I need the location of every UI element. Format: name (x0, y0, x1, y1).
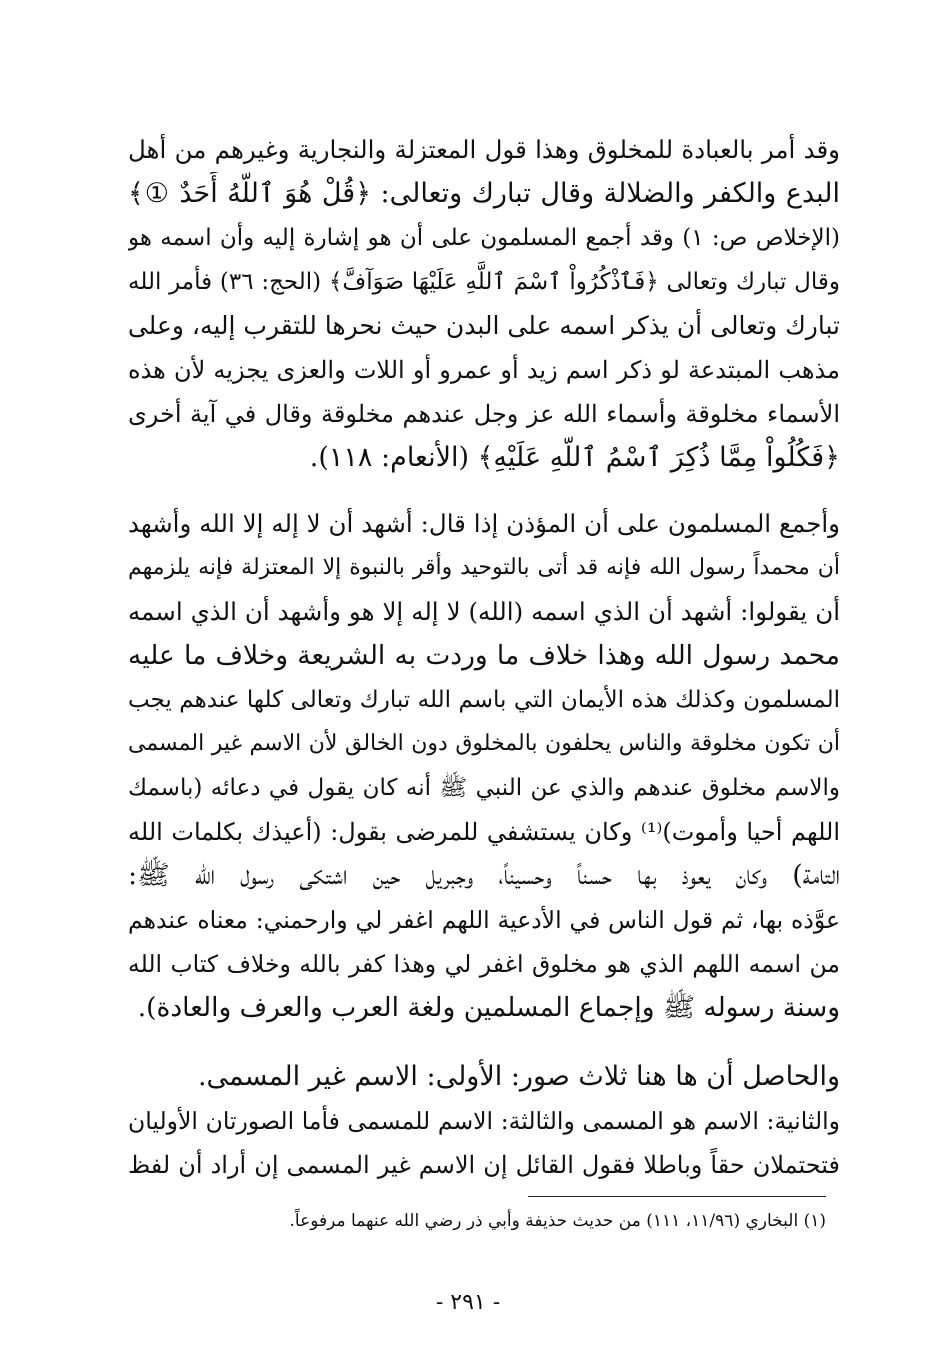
text-line: الأسماء مخلوقة وأسماء الله عز وجل عندهم مخلوقة وقال في آية أخرى (128, 400, 840, 428)
text-line: والاسم مخلوق عندهم والذي عن النبي ﷺ أنه كان يقول في دعائه (باسمك (128, 775, 840, 801)
text-line: التامة) وكان يعوذ بها حسناً وحسيناً، وجبريل حين اشتكى رسول الله ﷺ: (128, 860, 840, 891)
text-line: البدع والكفر والضلالة وقال تبارك وتعالى: ﴿قُلْ هُوَ ٱللَّهُ أَحَدٌ ①﴾ (128, 178, 840, 209)
text-line: اللهم أحيا وأموت)⁽¹⁾ وكان يستشفي للمرضى بقول: (أعيذك بكلمات الله (128, 818, 840, 846)
text-line: والحاصل أن ها هنا ثلاث صور: الأولى: الاسم غير المسمى. (197, 1061, 840, 1092)
paragraph-1 (128, 128, 840, 480)
text-line: المسلمون وكذلك هذه الأيمان التي باسم الله تبارك وتعالى كلها عندهم يجب (128, 687, 840, 713)
text-line: وسنة رسوله ﷺ وإجماع المسلمين ولغة العرب والعرف والعادة). (137, 992, 840, 1023)
text-line: وقال تبارك وتعالى ﴿فَٱذْكُرُواْ ٱسْمَ ٱللَّهِ عَلَيْهَا صَوَآفَّ﴾ (الحج: ٣٦) فأمر الله (128, 269, 840, 295)
text-line: فتحتملان حقاً وباطلا فقول القائل إن الاسم غير المسمى إن أراد أن لفظ (128, 1151, 840, 1179)
text-line: أن يقولوا: أشهد أن الذي اسمه (الله) لا إله إلا هو وأشهد أن الذي اسمه (128, 597, 840, 626)
text-line: ﴿فَكُلُواْ مِمَّا ذُكِرَ ٱسْمُ ٱللَّهِ عَلَيْهِ﴾ (الأنعام: ١١٨). (309, 442, 840, 473)
text-line: محمد رسول الله وهذا خلاف ما وردت به الشريعة وخلاف ما عليه (128, 640, 840, 671)
text-line: وقد أمر بالعبادة للمخلوق وهذا قول المعتزلة والنجارية وغيرهم من أهل (128, 135, 840, 164)
paragraph-3 (128, 1055, 840, 1187)
text-line: مذهب المبتدعة لو ذكر اسم زيد أو عمرو أو اللات والعزى يجزيه لأن هذه (128, 356, 840, 384)
text-line: من اسمه اللهم الذي هو مخلوق اغفر لي وهذا كفر بالله وخلاف كتاب الله (128, 950, 840, 978)
text-line: عوَّذه بها، ثم قول الناس في الأدعية اللهم اغفر لي وارحمني: معناه عندهم (128, 906, 840, 934)
text-line: أن محمداً رسول الله فإنه قد أتى بالتوحيد وأقر بالنبوة إلا المعتزلة فإنه يلزمهم (128, 555, 840, 580)
text-line: (الإخلاص ص: ١) وقد أجمع المسلمون على أن هو إشارة إليه وأن اسمه هو (128, 225, 840, 251)
text-line: والثانية: الاسم هو المسمى والثالثة: الاسم للمسمى فأما الصورتان الأوليان (128, 1107, 840, 1135)
paragraph-2 (128, 502, 840, 1030)
footnote-divider (528, 1196, 826, 1197)
footnote: (١) البخاري (١١/٩٦، ١١١) من حديث حذيفة وأبي ذر رضي الله عنهما مرفوعاً. (289, 1211, 826, 1231)
text-line: تبارك وتعالى أن يذكر اسمه على البدن حيث نحرها للتقرب إليه، وعلى (128, 311, 840, 340)
text-line: أن تكون مخلوقة والناس يحلفون بالمخلوق دون الخالق لأن الاسم غير المسمى (128, 731, 840, 756)
text-line: وأجمع المسلمون على أن المؤذن إذا قال: أشهد أن لا إله إلا الله وأشهد (128, 509, 840, 538)
page-number: - ٢٩١ - (435, 1290, 501, 1315)
